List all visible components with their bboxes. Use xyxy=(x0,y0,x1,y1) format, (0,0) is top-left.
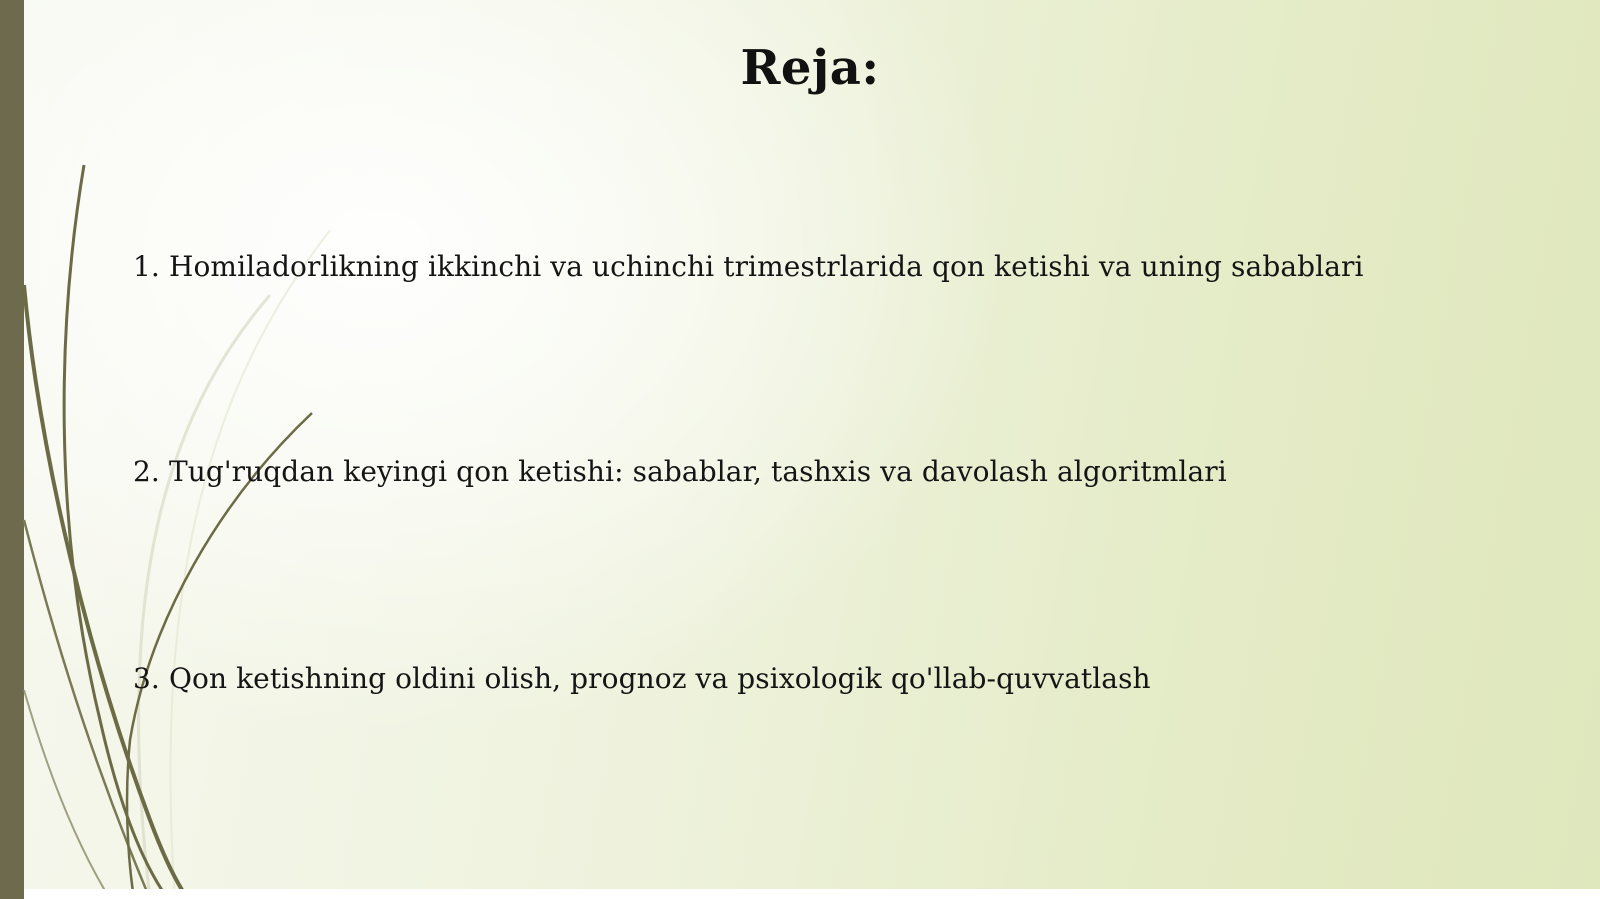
list-item xyxy=(133,250,1364,283)
item-text: Homiladorlikning ikkinchi va uchinchi trimestrlarida qon ketishi va uning sabablari xyxy=(168,250,1364,283)
slide-title: Reja: xyxy=(740,40,880,96)
item-text: Qon ketishning oldini olish, prognoz va psixologik qo'llab-quvvatlash xyxy=(168,662,1151,695)
item-number: 3. xyxy=(133,662,160,695)
item-text: Tug'ruqdan keyingi qon ketishi: sabablar, tashxis va davolash algoritmlari xyxy=(168,455,1227,488)
item-number: 1. xyxy=(133,250,160,283)
list-item xyxy=(133,455,1227,488)
left-accent-bar xyxy=(0,0,24,899)
bottom-strip xyxy=(24,889,1600,899)
grass-stroke-decoration xyxy=(0,0,400,899)
item-number: 2. xyxy=(133,455,160,488)
list-item xyxy=(133,662,1151,695)
